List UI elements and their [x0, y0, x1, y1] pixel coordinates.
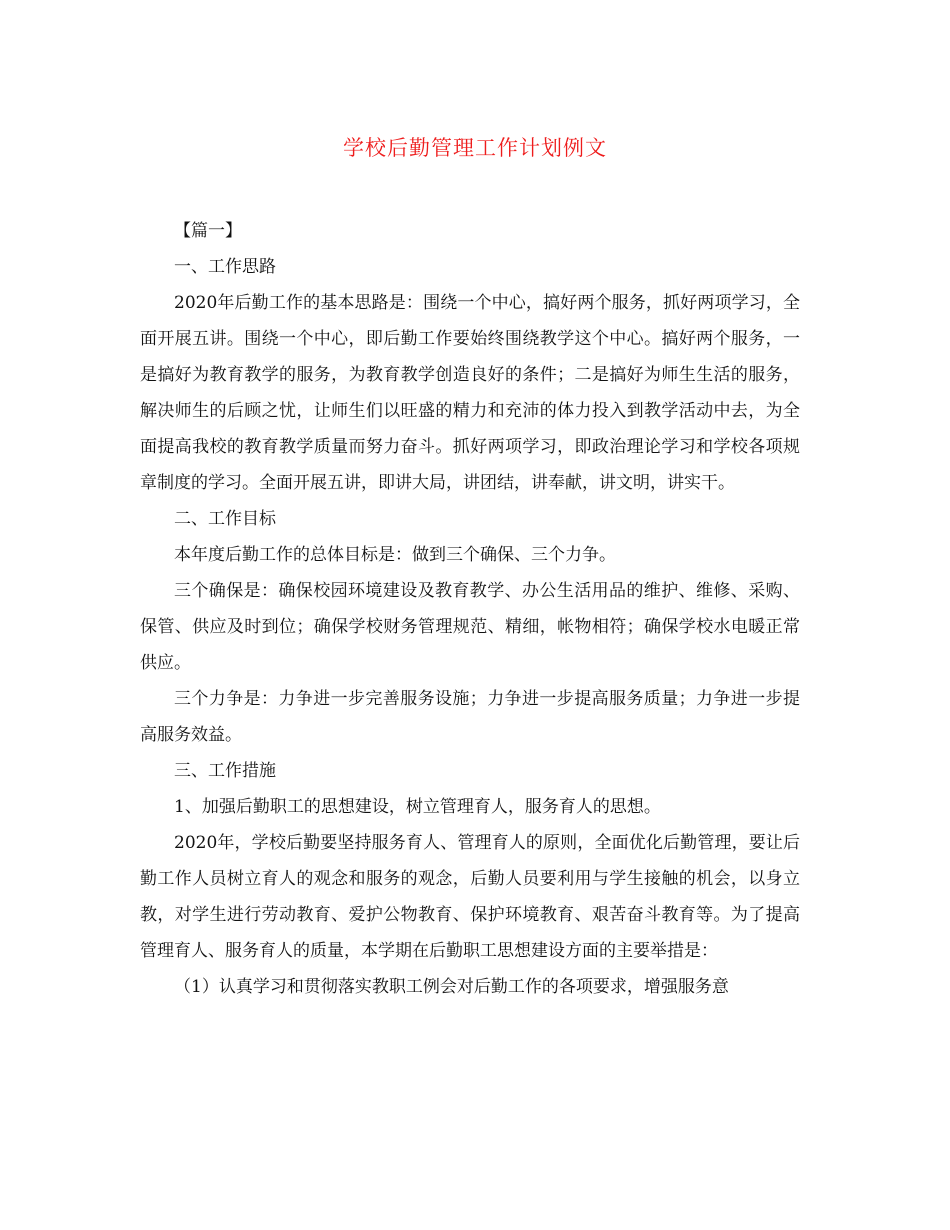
paragraph: 1、加强后勤职工的思想建设，树立管理育人，服务育人的思想。 [174, 797, 661, 817]
document-title: 学校后勤管理工作计划例文 [343, 136, 607, 160]
section-heading-2: 二、工作目标 [174, 509, 276, 529]
paragraph: 三个确保是：确保校园环境建设及教育教学、办公生活用品的维护、维修、采购、保管、供应及时到位；确保学校财务管理规范、精细，帐物相符；确保学校水电暖正常供应。 [140, 581, 800, 673]
paragraph: 三个力争是：力争进一步完善服务设施；力争进一步提高服务质量；力争进一步提高服务效益。 [140, 689, 800, 745]
paragraph: 2020年，学校后勤要坚持服务育人、管理育人的原则，全面优化后勤管理，要让后勤工作人员树立育人的观念和服务的观念，后勤人员要利用与学生接触的机会，以身立教，对学生进行劳动教育、爱护公物教育、保护环境教育、艰苦奋斗教育等。为了提高管理育人、服务育人的质量，本学期在后勤职工思想建设方面的主要举措是： [140, 833, 800, 961]
document-body [140, 213, 800, 1005]
paragraph: （1）认真学习和贯彻落实教职工例会对后勤工作的各项要求，增强服务意 [174, 977, 729, 997]
paragraph: 2020年后勤工作的基本思路是：围绕一个中心，搞好两个服务，抓好两项学习，全面开展五讲。围绕一个中心，即后勤工作要始终围绕教学这个中心。搞好两个服务，一是搞好为教育教学的服务，为教育教学创造良好的条件；二是搞好为师生生活的服务，解决师生的后顾之忧，让师生们以旺盛的精力和充沛的体力投入到教学活动中去，为全面提高我校的教育教学质量而努力奋斗。抓好两项学习，即政治理论学习和学校各项规章制度的学习。全面开展五讲，即讲大局，讲团结，讲奉献，讲文明，讲实干。 [140, 293, 800, 493]
section-label: 【篇一】 [174, 221, 242, 241]
paragraph: 本年度后勤工作的总体目标是：做到三个确保、三个力争。 [174, 545, 616, 565]
section-heading-3: 三、工作措施 [174, 761, 276, 781]
section-heading-1: 一、工作思路 [174, 257, 276, 277]
